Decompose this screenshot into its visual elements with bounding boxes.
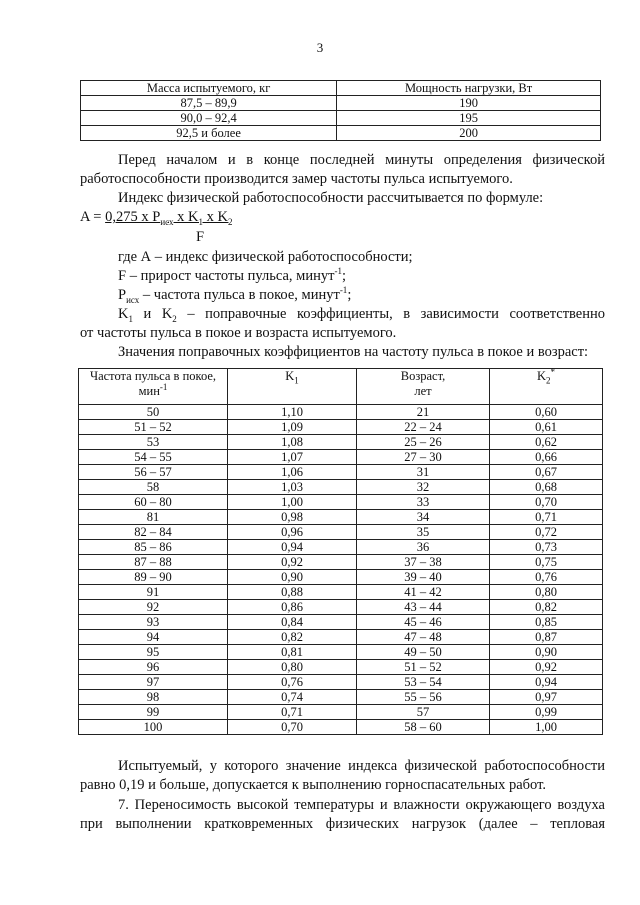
table-cell: 0,62 bbox=[490, 435, 603, 450]
paragraph-line: 7. Переносимость высокой температуры и влажности окружающего воздуха bbox=[118, 797, 605, 813]
table-cell: 0,96 bbox=[228, 525, 357, 540]
table-cell: 0,82 bbox=[228, 630, 357, 645]
formula-lhs: A = bbox=[80, 209, 106, 225]
header-text: K bbox=[285, 369, 295, 383]
definition-f bbox=[118, 267, 346, 286]
table-cell: 0,92 bbox=[490, 660, 603, 675]
header-text: Возраст, bbox=[400, 369, 446, 383]
table-cell: 58 – 60 bbox=[357, 720, 490, 735]
header-cell: Мощность нагрузки, Вт bbox=[337, 81, 601, 96]
table-row bbox=[79, 720, 603, 735]
def-sub: 1 bbox=[128, 313, 133, 324]
table-cell: 0,76 bbox=[490, 570, 603, 585]
table-row bbox=[79, 585, 603, 600]
table-row bbox=[79, 495, 603, 510]
formula-part: x K bbox=[203, 209, 228, 225]
def-text: K bbox=[118, 306, 129, 322]
paragraph-line: Перед началом и в конце последней минуты определения физической bbox=[118, 152, 605, 168]
def-text: – поправочные коэффициенты, в зависимости соответственно bbox=[176, 306, 605, 322]
table-cell: 92,5 и более bbox=[81, 126, 337, 141]
table-row bbox=[79, 705, 603, 720]
def-text: и K bbox=[132, 306, 173, 322]
table-row bbox=[79, 465, 603, 480]
table-cell: 0,66 bbox=[490, 450, 603, 465]
table-cell: 98 bbox=[79, 690, 228, 705]
header-text: K bbox=[536, 369, 547, 383]
table-cell: 92 bbox=[79, 600, 228, 615]
table-cell: 53 – 54 bbox=[357, 675, 490, 690]
table-row bbox=[79, 615, 603, 630]
table-row bbox=[79, 450, 603, 465]
formula-numerator bbox=[105, 209, 232, 225]
table-cell: 1,03 bbox=[228, 480, 357, 495]
table-cell: 39 – 40 bbox=[357, 570, 490, 585]
table-cell: 1,10 bbox=[228, 405, 357, 420]
table-cell: 0,92 bbox=[228, 555, 357, 570]
def-text: ; bbox=[347, 287, 352, 303]
table-cell: 0,87 bbox=[490, 630, 603, 645]
page-number: 3 bbox=[316, 40, 324, 55]
table-cell: 37 – 38 bbox=[357, 555, 490, 570]
table-cell: 0,67 bbox=[490, 465, 603, 480]
paragraph-line: работоспособности производится замер частоты пульса испытуемого. bbox=[80, 171, 513, 187]
table-cell: 31 bbox=[357, 465, 490, 480]
coefficients-table bbox=[78, 368, 603, 735]
formula-part: x K bbox=[173, 209, 199, 225]
def-sup: -1 bbox=[334, 266, 342, 277]
table-cell: 54 – 55 bbox=[79, 450, 228, 465]
table-cell: 0,76 bbox=[228, 675, 357, 690]
table-cell: 0,88 bbox=[228, 585, 357, 600]
def-text: ; bbox=[341, 268, 346, 284]
table-cell: 21 bbox=[357, 405, 490, 420]
def-text: F – прирост частоты пульса, минут bbox=[118, 268, 335, 284]
table-row bbox=[79, 690, 603, 705]
table-cell: 99 bbox=[79, 705, 228, 720]
table-row bbox=[79, 525, 603, 540]
def-text: – частота пульса в покое, минут bbox=[139, 287, 340, 303]
header-cell: Масса испытуемого, кг bbox=[81, 81, 337, 96]
formula-denominator: F bbox=[196, 229, 205, 245]
table-cell: 33 bbox=[357, 495, 490, 510]
table-cell: 25 – 26 bbox=[357, 435, 490, 450]
header-cell bbox=[490, 366, 603, 405]
table-row bbox=[79, 420, 603, 435]
table-cell: 82 – 84 bbox=[79, 525, 228, 540]
table-cell: 85 – 86 bbox=[79, 540, 228, 555]
table-cell: 90,0 – 92,4 bbox=[81, 111, 337, 126]
table-cell: 41 – 42 bbox=[357, 585, 490, 600]
table-cell: 0,71 bbox=[490, 510, 603, 525]
table-cell: 0,94 bbox=[228, 540, 357, 555]
table-cell: 81 bbox=[79, 510, 228, 525]
table-cell: 0,70 bbox=[490, 495, 603, 510]
table-cell: 1,07 bbox=[228, 450, 357, 465]
table-cell: 47 – 48 bbox=[357, 630, 490, 645]
table-cell: 1,09 bbox=[228, 420, 357, 435]
table-cell: 53 bbox=[79, 435, 228, 450]
load-table bbox=[80, 80, 601, 141]
table-cell: 56 – 57 bbox=[79, 465, 228, 480]
table-row bbox=[79, 510, 603, 525]
table-cell: 43 – 44 bbox=[357, 600, 490, 615]
header-sup: * bbox=[550, 366, 556, 377]
table-cell: 0,99 bbox=[490, 705, 603, 720]
table-cell: 0,85 bbox=[490, 615, 603, 630]
formula bbox=[80, 208, 232, 227]
table-header-row bbox=[79, 369, 603, 405]
table-cell: 87,5 – 89,9 bbox=[81, 96, 337, 111]
table-cell: 27 – 30 bbox=[357, 450, 490, 465]
table-cell: 0,94 bbox=[490, 675, 603, 690]
table-cell: 0,81 bbox=[228, 645, 357, 660]
header-text: лет bbox=[414, 384, 432, 398]
formula-sub: 2 bbox=[227, 216, 233, 227]
table-row bbox=[79, 435, 603, 450]
paragraph: Значения поправочных коэффициентов на частоту пульса в покое и возраст: bbox=[118, 344, 589, 360]
table-cell: 100 bbox=[79, 720, 228, 735]
table-cell: 0,90 bbox=[228, 570, 357, 585]
table-cell: 45 – 46 bbox=[357, 615, 490, 630]
table-cell: 58 bbox=[79, 480, 228, 495]
table-cell: 60 – 80 bbox=[79, 495, 228, 510]
table-cell: 32 bbox=[357, 480, 490, 495]
formula-sub: исх bbox=[160, 216, 174, 227]
header-sup: -1 bbox=[159, 381, 168, 392]
paragraph-line: при выполнении кратковременных физических нагрузок (далее – тепловая bbox=[80, 816, 605, 832]
table-cell: 94 bbox=[79, 630, 228, 645]
table-row bbox=[79, 555, 603, 570]
table-cell: 0,73 bbox=[490, 540, 603, 555]
paragraph-line: от частоты пульса в покое и возраста испытуемого. bbox=[80, 325, 397, 341]
table-cell: 1,00 bbox=[490, 720, 603, 735]
table-row bbox=[81, 96, 601, 111]
formula-part: 0,275 x P bbox=[105, 209, 161, 225]
def-sub: исх bbox=[126, 294, 140, 305]
table-cell: 195 bbox=[337, 111, 601, 126]
table-row bbox=[81, 111, 601, 126]
table-cell: 89 – 90 bbox=[79, 570, 228, 585]
table-cell: 96 bbox=[79, 660, 228, 675]
table-cell: 0,98 bbox=[228, 510, 357, 525]
def-text: P bbox=[118, 287, 127, 303]
table-cell: 0,72 bbox=[490, 525, 603, 540]
table-cell: 1,08 bbox=[228, 435, 357, 450]
table-cell: 36 bbox=[357, 540, 490, 555]
header-sub: 1 bbox=[294, 375, 299, 386]
table-row bbox=[79, 645, 603, 660]
definition-a: где А – индекс физической работоспособности; bbox=[118, 249, 413, 265]
header-text: мин bbox=[138, 384, 160, 398]
table-cell: 49 – 50 bbox=[357, 645, 490, 660]
table-cell: 0,86 bbox=[228, 600, 357, 615]
table-row bbox=[79, 675, 603, 690]
table-cell: 35 bbox=[357, 525, 490, 540]
header-cell bbox=[228, 369, 357, 405]
table-cell: 0,71 bbox=[228, 705, 357, 720]
table-cell: 0,74 bbox=[228, 690, 357, 705]
table-cell: 190 bbox=[337, 96, 601, 111]
table-cell: 34 bbox=[357, 510, 490, 525]
header-sub: 2 bbox=[546, 375, 551, 386]
table-cell: 0,75 bbox=[490, 555, 603, 570]
definition-k bbox=[80, 305, 605, 324]
table-header-row bbox=[81, 81, 601, 96]
definition-p bbox=[118, 286, 351, 305]
paragraph: Индекс физической работоспособности рассчитывается по формуле: bbox=[118, 190, 544, 206]
table-cell: 0,68 bbox=[490, 480, 603, 495]
table-cell: 0,97 bbox=[490, 690, 603, 705]
table-cell: 1,00 bbox=[228, 495, 357, 510]
table-row bbox=[79, 480, 603, 495]
table-row bbox=[79, 630, 603, 645]
table-cell: 51 – 52 bbox=[357, 660, 490, 675]
paragraph-line: равно 0,19 и больше, допускается к выполнению горноспасательных работ. bbox=[80, 777, 546, 793]
def-sub: 2 bbox=[172, 313, 177, 324]
table-row bbox=[79, 570, 603, 585]
table-row bbox=[79, 405, 603, 420]
table-row bbox=[79, 600, 603, 615]
table-cell: 22 – 24 bbox=[357, 420, 490, 435]
table-cell: 55 – 56 bbox=[357, 690, 490, 705]
table-cell: 0,90 bbox=[490, 645, 603, 660]
def-sup: -1 bbox=[339, 285, 348, 296]
table-cell: 1,06 bbox=[228, 465, 357, 480]
paragraph-line: Испытуемый, у которого значение индекса физической работоспособности bbox=[118, 758, 605, 774]
table-cell: 87 – 88 bbox=[79, 555, 228, 570]
table-cell: 0,70 bbox=[228, 720, 357, 735]
table-cell: 0,80 bbox=[490, 585, 603, 600]
table-cell: 0,61 bbox=[490, 420, 603, 435]
header-text: Частота пульса в покое, bbox=[89, 369, 217, 383]
table-row bbox=[79, 660, 603, 675]
table-cell: 200 bbox=[337, 126, 601, 141]
table-cell: 0,84 bbox=[228, 615, 357, 630]
table-row bbox=[79, 540, 603, 555]
table-cell: 91 bbox=[79, 585, 228, 600]
table-cell: 93 bbox=[79, 615, 228, 630]
table-cell: 97 bbox=[79, 675, 228, 690]
header-cell bbox=[357, 369, 490, 405]
table-cell: 51 – 52 bbox=[79, 420, 228, 435]
table-cell: 50 bbox=[79, 405, 228, 420]
table-cell: 0,60 bbox=[490, 405, 603, 420]
table-cell: 57 bbox=[357, 705, 490, 720]
header-cell bbox=[79, 369, 228, 405]
table-cell: 0,80 bbox=[228, 660, 357, 675]
formula-sub: 1 bbox=[198, 216, 203, 227]
table-row bbox=[81, 126, 601, 141]
table-cell: 95 bbox=[79, 645, 228, 660]
table-cell: 0,82 bbox=[490, 600, 603, 615]
